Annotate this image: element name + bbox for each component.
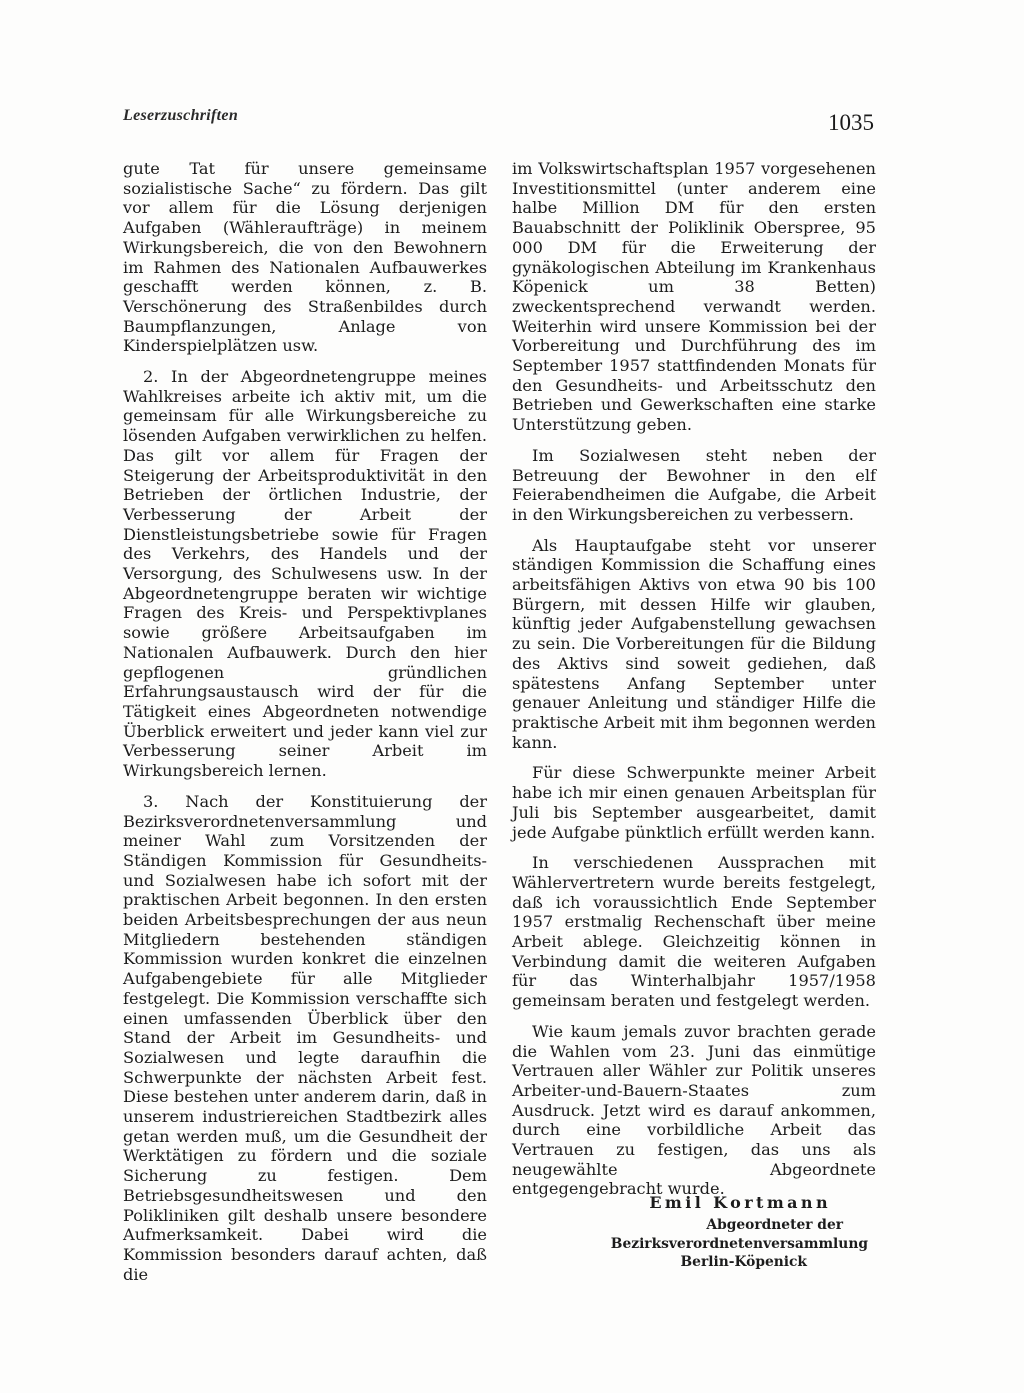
paragraph: gute Tat für unsere gemeinsame sozialistische Sache“ zu fördern. Das gilt vor allem für die Lösung derjenigen Aufgaben (Wähleraufträge) in meinem Wirkungsbereich, die von den Bewohnern im Rahmen des Nationalen Aufbauwerkes geschafft werden können, z. B. Verschönerung des Straßenbildes durch Baumpflanzungen, Anlage von Kinderspielplätzen usw. [123,159,487,356]
signature-block [512,1193,876,1272]
paragraph: In verschiedenen Aussprachen mit Wählervertretern wurde bereits festgelegt, daß ich voraussichtlich Ende September 1957 erstmalig Rechenschaft über meine Arbeit ablege. Gleichzeitig können in Verbindung damit die weiteren Aufgaben für das Winterhalbjahr 1957/1958 gemeinsam beraten und festgelegt werden. [512,853,876,1011]
left-column [123,159,487,1284]
paragraph: im Volkswirtschaftsplan 1957 vorgesehenen Investitionsmittel (unter anderem eine halbe Million DM für den ersten Bauabschnitt der Poliklinik Oberspree, 95 000 DM für die Erweiterung der gynäkologischen Abteilung im Krankenhaus Köpenick um 38 Betten) zweckentsprechend verwandt werden. Weiterhin wird unsere Kommission bei der Vorbereitung und Durchführung des im September 1957 stattfindenden Monats für den Gesundheits- und Arbeitsschutz den Betrieben und Gewerkschaften eine starke Unterstützung geben. [512,159,876,435]
author-name: Emil Kortmann [649,1193,831,1212]
paragraph: Für diese Schwerpunkte meiner Arbeit habe ich mir einen genauen Arbeitsplan für Juli bis September ausgearbeitet, damit jede Aufgabe pünktlich erfüllt werden kann. [512,763,876,842]
section-header: Leserzuschriften [123,107,239,124]
author-district: Berlin-Köpenick [680,1254,807,1270]
paragraph: 3. Nach der Konstituierung der Bezirksverordnetenversammlung und meiner Wahl zum Vorsitzenden der Ständigen Kommission für Gesundheits- und Sozialwesen habe ich sofort mit der praktischen Arbeit begonnen. In den ersten beiden Arbeitsbesprechungen der aus neun Mitgliedern bestehenden ständigen Kommission wurden konkret die einzelnen Aufgabengebiete für alle Mitglieder festgelegt. Die Kommission verschaffte sich einen umfassenden Überblick über den Stand der Arbeit im Gesundheits- und Sozialwesen und legte daraufhin die Schwerpunkte der nächsten Arbeit fest. Diese bestehen unter anderem darin, daß in unserem industriereichen Stadtbezirk alles getan werden muß, um die Gesundheit der Werktätigen zu fördern und die soziale Sicherung zu festigen. Dem Betriebsgesundheitswesen und den Polikliniken gilt deshalb unsere besondere Aufmerksamkeit. Dabei wird die Kommission besonders darauf achten, daß die [123,791,487,1284]
paragraph: Wie kaum jemals zuvor brachten gerade die Wahlen vom 23. Juni das einmütige Vertrauen aller Wähler zur Politik unseres Arbeiter-und-Bauern-Staates zum Ausdruck. Jetzt wird es darauf ankommen, durch eine vorbildliche Arbeit das Vertrauen zu festigen, das uns als neugewählte Abgeordnete entgegengebracht wurde. [512,1021,876,1199]
right-column [512,159,876,1199]
page-number: 1035 [828,110,874,135]
paragraph: Als Hauptaufgabe steht vor unserer ständigen Kommission die Schaffung eines arbeitsfähigen Aktivs von etwa 90 bis 100 Bürgern, mit dessen Hilfe wir glauben, künftig jeder Aufgabenstellung gewachsen zu sein. Die Vorbereitungen für die Bildung des Aktivs sind soweit gediehen, daß spätestens Anfang September unter genauer Anleitung und ständiger Hilfe die praktische Arbeit mit ihm begonnen werden kann. [512,535,876,752]
paragraph: Im Sozialwesen steht neben der Betreuung der Bewohner in den elf Feierabendheimen die Aufgabe, die Arbeit in den Wirkungsbereichen zu verbessern. [512,445,876,524]
paragraph: 2. In der Abgeordnetengruppe meines Wahlkreises arbeite ich aktiv mit, um die gemeinsam für alle Wirkungsbereiche zu lösenden Aufgaben verwirklichen zu helfen. Das gilt vor allem für Fragen der Steigerung der Arbeitsproduktivität in den Betrieben der örtlichen Industrie, der Verbesserung der Arbeit der Dienstleistungsbetriebe sowie für Fragen des Verkehrs, des Handels und der Versorgung, des Schulwesens usw. In der Abgeordnetengruppe beraten wir wichtige Fragen des Kreis- und Perspektivplanes sowie größere Arbeitsaufgaben im Nationalen Aufbauwerk. Durch den hier gepflogenen gründlichen Erfahrungsaustausch wird der für die Tätigkeit eines Abgeordneten notwendige Überblick erweitert und jeder kann viel zur Verbesserung seiner Arbeit im Wirkungsbereich lernen. [123,367,487,781]
author-assembly: Bezirksverordnetenversammlung [610,1235,868,1252]
author-title: Abgeordneter der [706,1217,843,1233]
